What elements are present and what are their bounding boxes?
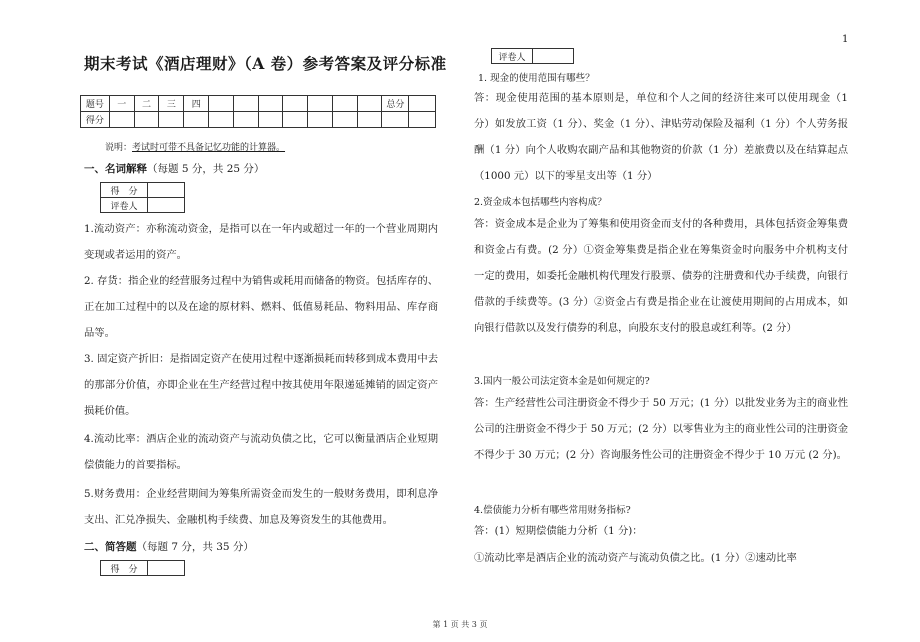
score-cell xyxy=(258,96,283,112)
score-cell xyxy=(134,112,159,128)
section2-sub: （每题 7 分，共 35 分） xyxy=(136,541,254,553)
score-cell xyxy=(159,112,184,128)
score-cell: 题号 xyxy=(81,96,110,112)
section2-title: 二、简答题 xyxy=(84,541,137,553)
question-1: 1. 现金的使用范围有哪些？ xyxy=(478,73,595,84)
answer-1: 答：现金使用范围的基本原则是，单位和个人之间的经济往来可以使用现金（1 分）如发放工资（1 分）、奖金（1 分）、津贴劳动保险及福利（1 分）个人劳务报酬（1 分）向个人收购农副产品和其他物资的价款（1 分）差旅费以及在结算起点（1000 元）以下的零星支出等（1 分） xyxy=(474,92,848,182)
score-cell xyxy=(109,112,134,128)
exam-note xyxy=(105,140,285,153)
grader-label: 得 分 xyxy=(101,183,148,198)
section2-grader-table xyxy=(100,560,185,576)
grader-label: 得 分 xyxy=(101,561,148,576)
section1-title: 一、名词解释 xyxy=(84,163,147,175)
score-cell: 三 xyxy=(159,96,184,112)
score-cell: 一 xyxy=(109,96,134,112)
score-cell xyxy=(283,112,308,128)
grader-value xyxy=(533,49,574,64)
score-cell xyxy=(332,112,357,128)
section1-sub: （每题 5 分，共 25 分） xyxy=(147,163,265,175)
grader-value xyxy=(148,561,185,576)
definition-item: 3. 固定资产折旧：是指固定资产在使用过程中逐渐损耗而转移到成本费用中去的那部分价值，亦即企业在生产经营过程中按其使用年限递延摊销的固定资产损耗价值。 xyxy=(84,353,438,417)
answer-4-continued: ①流动比率是酒店企业的流动资产与流动负债之比。(1 分）②速动比率 xyxy=(474,552,797,564)
score-table xyxy=(80,95,436,128)
score-cell xyxy=(332,96,357,112)
section1-heading xyxy=(84,161,264,176)
question-2: 2.资金成本包括哪些内容构成？ xyxy=(474,197,607,208)
grader-label: 评卷人 xyxy=(101,198,148,213)
section2-grader-right xyxy=(491,48,574,64)
page-mark: 1 xyxy=(842,34,849,45)
question-3: 3.国内一般公司法定资本金是如何规定的? xyxy=(474,376,650,387)
score-cell xyxy=(357,96,382,112)
definition-item: 2. 存货：指企业的经营服务过程中为销售或耗用而储备的物资。包括库存的、正在加工过程中的以及在途的原材料、燃料、低值易耗品、物料用品、库存商品等。 xyxy=(84,275,438,339)
score-cell xyxy=(308,96,333,112)
grader-value xyxy=(148,198,185,213)
note-label: 说明： xyxy=(105,143,133,153)
answer-4: 答：(1）短期偿债能力分析（1 分)： xyxy=(474,525,643,537)
section2-heading xyxy=(84,539,254,554)
score-cell xyxy=(209,96,234,112)
section1-grader-table xyxy=(100,182,185,213)
score-cell xyxy=(409,96,436,112)
score-cell: 总分 xyxy=(382,96,409,112)
score-cell xyxy=(308,112,333,128)
note-text: 考试时可带不具备记忆功能的计算器。 xyxy=(132,143,286,153)
answer-3: 答：生产经营性公司注册资金不得少于 50 万元；(1 分）以批发业务为主的商业性公司的注册资金不得少于 50 万元；(2 分）以零售业为主的商业性公司的注册资金不得少于 30 万元；(2 分）咨询服务性公司的注册资金不得少于 10 万元 (2 分)。 xyxy=(474,397,848,461)
page-title: 期末考试《酒店理财》（A 卷）参考答案及评分标准 xyxy=(84,54,447,73)
score-cell xyxy=(409,112,436,128)
score-cell xyxy=(209,112,234,128)
score-cell xyxy=(184,112,209,128)
score-cell xyxy=(283,96,308,112)
grader-value xyxy=(148,183,185,198)
grader-label: 评卷人 xyxy=(492,49,533,64)
score-cell xyxy=(357,112,382,128)
question-4: 4.偿债能力分析有哪些常用财务指标? xyxy=(474,505,631,516)
answer-2: 答：资金成本是企业为了筹集和使用资金而支付的各种费用，具体包括资金筹集费和资金占有费。(2 分）①资金筹集费是指企业在筹集资金时向服务中介机构支付一定的费用，如委托金融机构代理发行股票、债券的注册费和代办手续费，向银行借款的手续费等。(3 分）②资金占有费是指企业在让渡使用期间的占用成本，如向银行借款以及发行债券的利息，向股东支付的股息或红利等。(2 分） xyxy=(474,218,848,334)
score-cell xyxy=(258,112,283,128)
score-cell: 得分 xyxy=(81,112,110,128)
definition-item: 4.流动比率：酒店企业的流动资产与流动负债之比，它可以衡量酒店企业短期偿债能力的首要指标。 xyxy=(84,433,438,471)
score-cell: 四 xyxy=(184,96,209,112)
score-cell xyxy=(382,112,409,128)
score-cell xyxy=(233,96,258,112)
definition-item: 1.流动资产：亦称流动资金，是指可以在一年内或超过一年的一个营业周期内变现或者运用的资产。 xyxy=(84,223,438,261)
score-cell xyxy=(233,112,258,128)
definition-item: 5.财务费用：企业经营期间为筹集所需资金而发生的一般财务费用，即利息净支出、汇兑净损失、金融机构手续费、加息及筹资发生的其他费用。 xyxy=(84,488,438,526)
score-cell: 二 xyxy=(134,96,159,112)
page-footer: 第 1 页 共 3 页 xyxy=(432,620,488,629)
